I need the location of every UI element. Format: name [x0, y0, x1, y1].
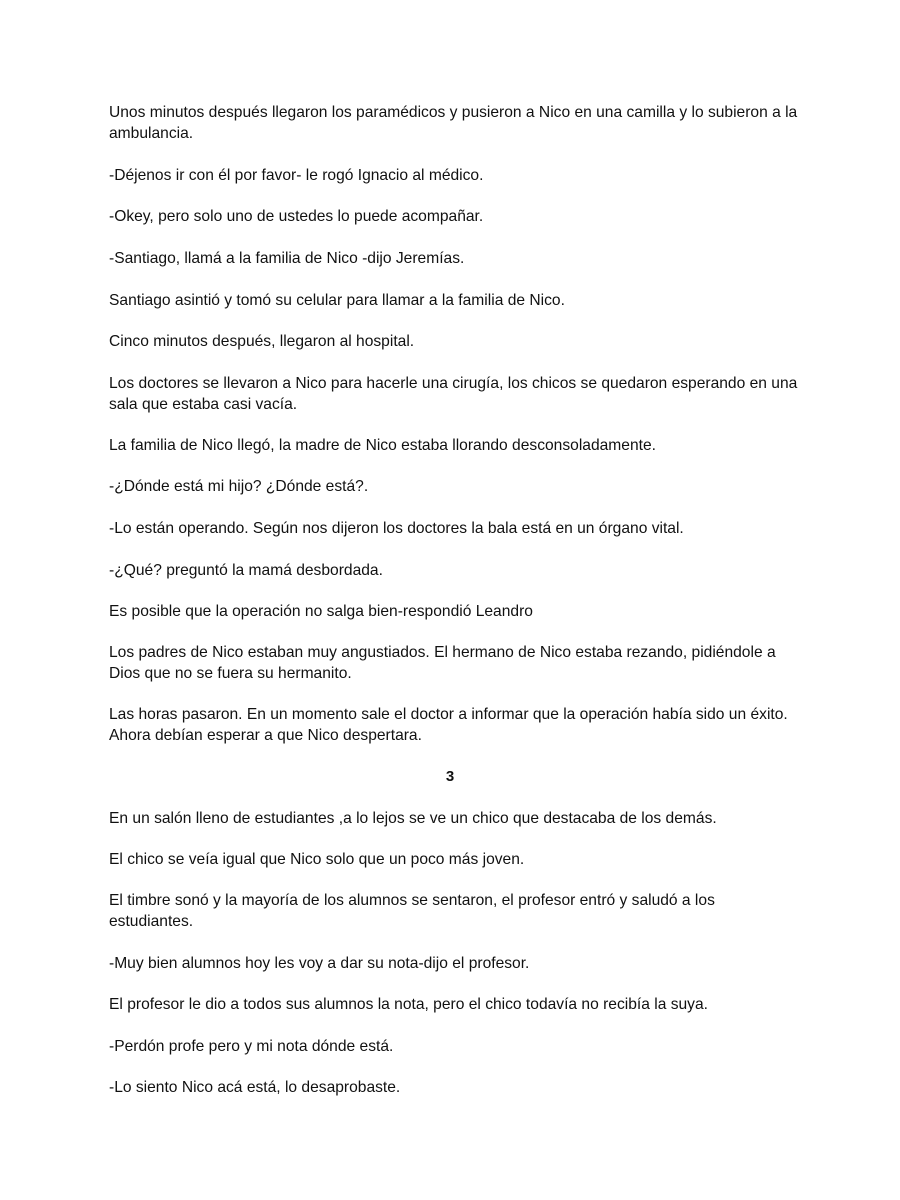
paragraph: -Perdón profe pero y mi nota dónde está. — [109, 1038, 394, 1055]
paragraph: Es posible que la operación no salga bien-respondió Leandro — [109, 603, 533, 620]
paragraph: -Santiago, llamá a la familia de Nico -dijo Jeremías. — [109, 250, 465, 267]
paragraph: Unos minutos después llegaron los paramédicos y pusieron a Nico en una camilla y lo subieron a la ambulancia. — [109, 104, 798, 142]
paragraph: Las horas pasaron. En un momento sale el doctor a informar que la operación había sido un éxito. Ahora debían esperar a que Nico despertara. — [109, 706, 788, 744]
paragraph: Los padres de Nico estaban muy angustiados. El hermano de Nico estaba rezando, pidiéndole a Dios que no se fuera su hermanito. — [109, 644, 776, 682]
paragraph: -¿Dónde está mi hijo? ¿Dónde está?. — [109, 478, 369, 495]
paragraph: -¿Qué? preguntó la mamá desbordada. — [109, 562, 383, 579]
paragraph: -Muy bien alumnos hoy les voy a dar su nota-dijo el profesor. — [109, 955, 530, 972]
paragraph: Los doctores se llevaron a Nico para hacerle una cirugía, los chicos se quedaron esperando en una sala que estaba casi vacía. — [109, 375, 798, 413]
paragraph: El chico se veía igual que Nico solo que un poco más joven. — [109, 851, 525, 868]
paragraph: -Lo siento Nico acá está, lo desaprobaste. — [109, 1079, 401, 1096]
paragraph: -Déjenos ir con él por favor- le rogó Ignacio al médico. — [109, 167, 484, 184]
paragraph: Cinco minutos después, llegaron al hospital. — [109, 333, 415, 350]
paragraph: En un salón lleno de estudiantes ,a lo lejos se ve un chico que destacaba de los demás. — [109, 810, 717, 827]
paragraph: -Lo están operando. Según nos dijeron los doctores la bala está en un órgano vital. — [109, 520, 684, 537]
paragraph: -Okey, pero solo uno de ustedes lo puede acompañar. — [109, 208, 484, 225]
paragraph: Santiago asintió y tomó su celular para llamar a la familia de Nico. — [109, 292, 565, 309]
paragraph: La familia de Nico llegó, la madre de Nico estaba llorando desconsoladamente. — [109, 437, 656, 454]
chapter-number: 3 — [445, 768, 455, 785]
paragraph: El timbre sonó y la mayoría de los alumnos se sentaron, el profesor entró y saludó a los estudiantes. — [109, 892, 715, 930]
paragraph: El profesor le dio a todos sus alumnos la nota, pero el chico todavía no recibía la suya. — [109, 996, 708, 1013]
